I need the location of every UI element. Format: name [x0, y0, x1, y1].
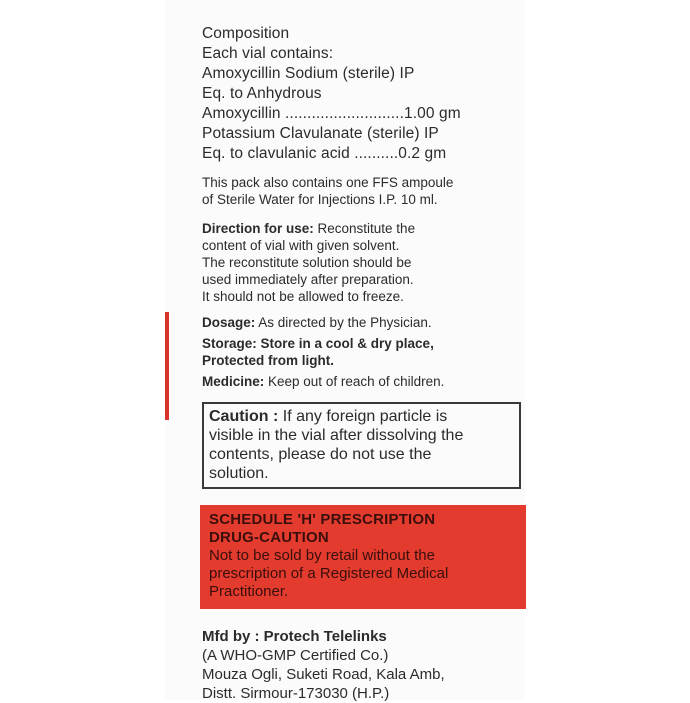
caution-line: solution. [209, 465, 269, 482]
storage-line: Protected from light. [202, 353, 335, 368]
composition-line: Eq. to Anhydrous [202, 85, 322, 102]
composition-line: Each vial contains: [202, 45, 334, 62]
medicine-label: Medicine: [202, 374, 265, 389]
direction-line: used immediately after preparation. [202, 272, 414, 287]
pack-note-line: This pack also contains one FFS ampoule [202, 175, 454, 190]
manufacturer-label: Mfd by : [202, 628, 260, 645]
caution-line: contents, please do not use the [209, 446, 432, 463]
storage-section [202, 335, 520, 369]
manufacturer-line: (A WHO-GMP Certified Co.) [202, 647, 389, 664]
direction-line: content of vial with given solvent. [202, 238, 400, 253]
manufacturer-line: Distt. Sirmour-173030 (H.P.) [202, 685, 390, 702]
pack-note-line: of Sterile Water for Injections I.P. 10 ml. [202, 192, 438, 207]
composition-line: Amoxycillin ...........................1.00 gm [202, 105, 461, 122]
direction-line: It should not be allowed to freeze. [202, 289, 404, 304]
direction-section [202, 220, 520, 305]
caution-line: If any foreign particle is [278, 408, 448, 425]
dosage-text: As directed by the Physician. [255, 315, 432, 330]
direction-line: The reconstitute solution should be [202, 255, 412, 270]
schedule-line: Not to be sold by retail without the [209, 547, 435, 564]
direction-label: Direction for use: [202, 221, 314, 236]
medicine-text: Keep out of reach of children. [264, 374, 445, 389]
schedule-heading: DRUG-CAUTION [209, 529, 329, 546]
manufacturer-section [202, 627, 520, 703]
dosage-section [202, 314, 520, 331]
manufacturer-line: Mouza Ogli, Suketi Road, Kala Amb, [202, 666, 445, 683]
composition-line: Amoxycillin Sodium (sterile) IP [202, 65, 415, 82]
manufacturer-name: Protech Telelinks [259, 628, 387, 645]
storage-line: Store in a cool & dry place, [256, 336, 434, 351]
dosage-label: Dosage: [202, 315, 256, 330]
medicine-section [202, 373, 520, 390]
direction-line: Reconstitute the [313, 221, 416, 236]
schedule-heading: SCHEDULE 'H' PRESCRIPTION [209, 511, 436, 528]
pack-note [202, 174, 520, 208]
caution-label: Caution : [209, 408, 279, 425]
caution-box [202, 402, 521, 489]
schedule-line: Practitioner. [209, 583, 289, 600]
caution-line: visible in the vial after dissolving the [209, 427, 464, 444]
schedule-line: prescription of a Registered Medical [209, 565, 449, 582]
schedule-h-band [200, 505, 526, 609]
composition-line: Eq. to clavulanic acid ..........0.2 gm [202, 145, 447, 162]
label-content [202, 24, 520, 703]
red-edge-strip [165, 312, 169, 420]
storage-label: Storage: [202, 336, 257, 351]
composition-section [202, 24, 520, 164]
composition-title: Composition [202, 25, 290, 42]
composition-line: Potassium Clavulanate (sterile) IP [202, 125, 439, 142]
